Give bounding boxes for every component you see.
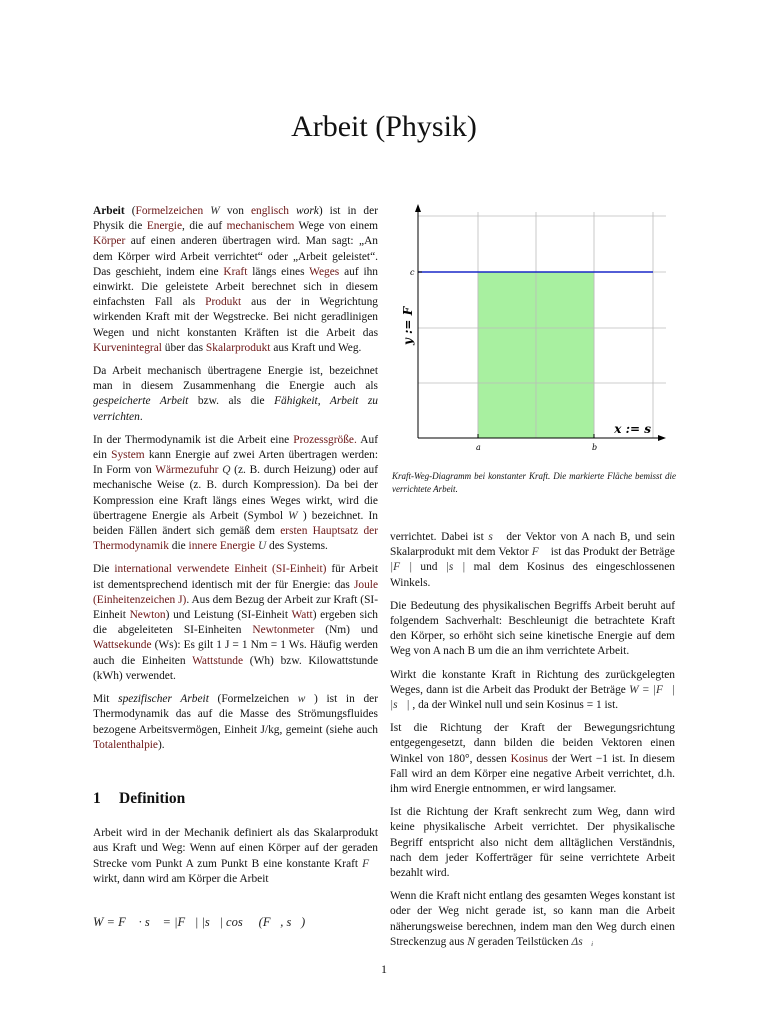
text: geraden Teilstücken: [474, 935, 572, 948]
text: ) bezeichnet. In beiden Fällen ändert sich gemäß dem: [93, 509, 378, 538]
right-paragraph-1: [390, 530, 675, 591]
definition-paragraph: [93, 826, 378, 887]
text: aus der in Wegrichtung wirkenden Kraft mit der Wegstrecke. Bei nicht geradlinigen Wegen und nicht konstanten Kräften ist die Arbeit das: [93, 296, 379, 339]
tick-label-c: c: [410, 268, 415, 277]
link-kurvenintegral[interactable]: Kurvenintegral: [93, 341, 162, 354]
tick-label-a: a: [476, 443, 481, 452]
text: ) und Leistung (SI-Einheit: [165, 609, 292, 622]
text: (: [124, 205, 136, 217]
page-title: Arbeit (Physik): [291, 110, 477, 143]
right-paragraph-4: [390, 721, 675, 797]
link-wattsekunde[interactable]: Wattsekunde: [93, 639, 152, 652]
right-column: [390, 530, 675, 958]
math-abs-f: |F⃗|: [390, 561, 413, 574]
intro-paragraph-4: [93, 562, 378, 684]
text: ) ist in der Thermodynamik das auf die Masse des Strömungsfluides bezogene Arbeitsvermögen, Einheit J/kg, gemeint (siehe auch: [93, 693, 378, 736]
italic-term: spezifischer Arbeit: [118, 693, 209, 706]
x-axis-label: x := s: [614, 422, 651, 436]
math-q: Q: [222, 464, 231, 477]
italic-term: Fähigkeit, Arbeit zu verrichten: [93, 395, 378, 423]
text: (Nm) und: [314, 624, 378, 637]
math-w: W: [288, 509, 298, 522]
link-formelzeichen[interactable]: Formelzeichen: [135, 205, 204, 217]
text: bzw. als die: [188, 395, 275, 408]
link-weges[interactable]: Weges: [309, 265, 340, 278]
text: (Ws): Es gilt 1 J = 1 Nm = 1 Ws. Häufig werden auch die Einheiten: [93, 639, 378, 667]
text: [289, 205, 296, 217]
link-englisch[interactable]: englisch: [250, 205, 289, 217]
intro-paragraph-3: [93, 433, 378, 555]
text: über das: [161, 341, 206, 354]
link-koerper[interactable]: Körper: [93, 235, 126, 248]
text: mal dem Kosinus des eingeschlossenen Winkels.: [390, 561, 676, 589]
y-axis-arrow: [415, 204, 421, 212]
x-axis-arrow: [658, 435, 666, 441]
math-delta-s: Δs⃗ᵢ: [571, 935, 594, 948]
text: Wenn die Kraft nicht entlang des gesamten Weges konstant ist oder der Weg nicht gerade ist, so kann man die Arbeit näherungsweise berechnen, indem man den Weg durch einen Streckenzug aus: [390, 890, 675, 948]
text: der Vektor von A nach B, und sein Skalarprodukt mit dem Vektor: [390, 531, 675, 559]
text: Die: [93, 563, 115, 576]
work-formula: W = F⃗ · s⃗ = |F⃗| |s⃗| cos ∢ (F⃗, s⃗): [93, 914, 306, 929]
math-w-small: w: [297, 693, 306, 706]
text: ) ergeben sich die abgeleiteten SI-Einheiten: [93, 609, 378, 637]
text: Wirkt die konstante Kraft in Richtung des zurückgelegten Weges, dann ist die Arbeit das Produkt der Beträge: [390, 668, 675, 696]
text: auf einen anderen übertragen wird. Man sagt: „An dem Körper wird Arbeit verrichtet“ oder „Arbeit geleistet“. Das geschieht, indem eine: [93, 235, 378, 278]
math-u: U: [257, 540, 267, 553]
link-wattstunde[interactable]: Wattstunde: [192, 654, 244, 667]
intro-paragraph-5: [93, 692, 378, 753]
text: Wege von einem: [294, 220, 378, 233]
link-kraft[interactable]: Kraft: [223, 265, 248, 278]
text: ) ist in der Physik die: [93, 205, 378, 233]
text: von: [219, 205, 251, 217]
tick-label-b: b: [592, 443, 598, 452]
text: der Wert −1 ist. In diesem Fall wird an dem Körper eine negative Arbeit verrichtet, d.h. ihm wird Energie entnommen, er wird langsamer.: [390, 752, 676, 796]
text: längs eines: [247, 265, 310, 278]
text: Mit: [93, 693, 119, 706]
text: (Formelzeichen: [208, 693, 298, 706]
text: . Aus dem Bezug der Arbeit zur Kraft (SI-Einheit: [93, 593, 379, 622]
text: ist das Produkt der Beträge: [547, 546, 675, 559]
link-erster-hauptsatz[interactable]: ersten Hauptsatz der Thermodynamik: [93, 525, 378, 553]
text: (z. B. durch Heizung) oder auf mechanische Weise (z. B. durch Kompression). Da bei der Kompression eine Kraft längs eines Weges wirkt, wird die übertragene Energie als Arbeit (Symbol: [93, 464, 378, 522]
link-einheitenzeichen[interactable]: (Einheitenzeichen J): [93, 593, 187, 606]
link-kosinus[interactable]: Kosinus: [510, 752, 548, 765]
intro-paragraph-1: [93, 204, 378, 356]
text: Arbeit wird in der Mechanik definiert als das Skalarprodukt aus Kraft und Weg: Wenn auf einen Körper auf der geraden Strecke vom Punkt A zum Punkt B eine konstante Kraft: [93, 827, 378, 870]
bold-term: Arbeit: [93, 205, 125, 217]
text: , da der Winkel null und sein Kosinus = 1 ist.: [409, 699, 619, 712]
text: kann Energie auf zwei Arten übertragen werden: In Form von: [93, 449, 379, 477]
text: für Arbeit ist dementsprechend identisch mit der für Energie: das: [93, 563, 378, 591]
y-axis-label: y := F: [401, 306, 415, 346]
intro-paragraph-2: [93, 364, 378, 425]
right-paragraph-6: [390, 889, 675, 950]
math-s-vector: s⃗: [488, 531, 502, 543]
right-paragraph-3: [390, 668, 675, 714]
link-joule[interactable]: Joule: [353, 578, 378, 591]
text: In der Thermodynamik ist die Arbeit eine: [93, 433, 294, 446]
italic-word: work: [296, 205, 319, 217]
text: ).: [158, 738, 165, 751]
text: die: [168, 540, 189, 553]
link-prozessgroesse[interactable]: Prozessgröße.: [293, 433, 357, 446]
link-mechanischem[interactable]: mechanischem: [226, 220, 295, 233]
force-distance-diagram: [388, 200, 678, 510]
right-paragraph-5: Ist die Richtung der Kraft senkrecht zum Weg, dann wird keine physikalische Arbeit verrichtet. Der physikalische Begriff entspricht also nicht dem alltäglichen Verständnis, nach dem jeder Kofferträger für seine verrichtete Arbeit bezahlt wird.: [390, 806, 675, 880]
link-totalenthalpie[interactable]: Totalenthalpie: [93, 738, 158, 751]
section-title: Definition: [119, 789, 186, 807]
page-number: 1: [381, 962, 387, 976]
section-number: 1: [93, 789, 101, 807]
text: Auf ein: [93, 433, 378, 462]
link-energie[interactable]: Energie: [146, 220, 183, 233]
right-paragraph-2: Die Bedeutung des physikalischen Begriffs Arbeit beruht auf folgendem Sachverhalt: Beschleunigt die betrachtete Kraft den Körper, so erhöht sich seine kinetische Energie auf dem Weg von A nach B um die an ihm verrichtete Arbeit.: [390, 599, 675, 658]
text: verrichtet. Dabei ist: [390, 531, 489, 543]
section-heading-definition: [93, 791, 378, 806]
link-skalarprodukt[interactable]: Skalarprodukt: [205, 341, 271, 354]
math-abs-s: |s⃗|: [445, 561, 466, 574]
text: Ist die Richtung der Kraft der Bewegungsrichtung entgegengesetzt, dann bilden die beiden Vektoren einen Winkel von 180°, dessen: [390, 722, 675, 765]
link-system[interactable]: System: [111, 449, 145, 462]
text: auf ihn einwirkt. Die geleistete Arbeit berechnet sich in diesem einfachsten Fall als: [93, 265, 378, 309]
link-produkt[interactable]: Produkt: [205, 296, 242, 309]
text: .: [139, 410, 143, 423]
text: (Wh) bzw. Kilowattstunde (kWh) verwendet.: [93, 654, 379, 682]
link-innere-energie[interactable]: innere Energie: [188, 540, 256, 553]
link-si-einheit[interactable]: international verwendete Einheit (SI-Einheit): [114, 563, 327, 576]
text: Da Arbeit mechanisch übertragene Energie ist, bezeichnet man in diesem Zusammenhang die Energie auch als: [93, 365, 378, 393]
link-newtonmeter[interactable]: Newtonmeter: [252, 624, 315, 637]
text: des Systems.: [266, 540, 328, 553]
left-column: [93, 204, 378, 930]
math-work-product: W = |F⃗| |s⃗|: [390, 683, 675, 712]
italic-n: N: [467, 935, 475, 948]
link-newton[interactable]: Newton: [129, 609, 166, 622]
text: wirkt, dann wird am Körper die Arbeit: [93, 872, 269, 885]
text: , die auf: [182, 220, 227, 233]
math-f-vector: F⃗: [362, 857, 378, 870]
math-f-vector: F⃗: [531, 546, 548, 559]
text: aus Kraft und Weg.: [270, 341, 362, 354]
italic-term: gespeicherte Arbeit: [93, 395, 189, 408]
text: und: [412, 561, 446, 574]
figure-caption: Kraft-Weg-Diagramm bei konstanter Kraft. Die markierte Fläche bemisst die verrichtete Arbeit.: [392, 471, 676, 494]
link-watt[interactable]: Watt: [291, 609, 313, 622]
math-w: W: [210, 205, 220, 217]
link-waermezufuhr[interactable]: Wärmezufuhr: [155, 464, 219, 477]
